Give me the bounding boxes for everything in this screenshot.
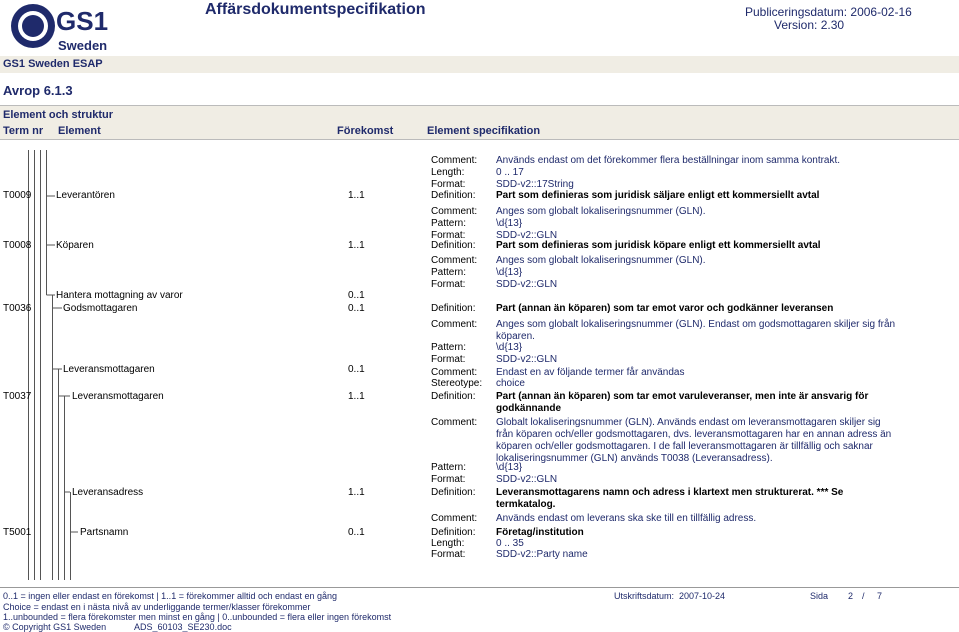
definition-value: Part (annan än köparen) som tar emot varuleveranser, men inte är ansvarig för godkännande xyxy=(496,391,869,414)
occurrence: 1..1 xyxy=(348,240,365,251)
comment-label: Comment: xyxy=(431,513,478,524)
term-number: T0037 xyxy=(3,391,32,402)
format-value: SDD-v2::GLN xyxy=(496,474,558,485)
definition-value: Part som definieras som juridisk säljare enligt ett kommersiellt avtal xyxy=(496,190,820,201)
page-separator: / xyxy=(862,591,865,601)
element-name: Leveransmottagaren xyxy=(72,391,164,402)
pub-date-label: Publiceringsdatum: xyxy=(745,5,848,19)
comment-value: Anges som globalt lokaliseringsnummer (GLN). xyxy=(496,206,706,217)
definition-label: Definition: xyxy=(431,303,476,314)
occurrence: 1..1 xyxy=(348,391,365,402)
col-element: Element xyxy=(58,125,101,137)
term-number: T0036 xyxy=(3,303,32,314)
term-number: T0009 xyxy=(3,190,32,201)
comment-value: Endast en av följande termer får användas xyxy=(496,367,685,378)
footer-legend-3: 1..unbounded = flera förekomster men minst en gång | 0..unbounded = flera eller ingen förekomst xyxy=(3,612,392,622)
comment-label: Comment: xyxy=(431,367,478,378)
comment-value: Globalt lokaliseringsnummer (GLN). Används endast om leveransmottagaren skiljer sig från köparen och/eller godsmottagaren, dvs. leveransmottagaren har en annan adress än köparen och/eller godsmottagaren. I de fall leveransmottagaren är tillfällig och saknar lokaliseringsnummer (GLN) används T0038 (Leveransadress). xyxy=(496,417,892,464)
element-name: Hantera mottagning av varor xyxy=(56,290,183,301)
definition-label: Definition: xyxy=(431,240,476,251)
svg-text:GS1: GS1 xyxy=(56,6,108,36)
pub-date-value: 2006-02-16 xyxy=(850,5,912,19)
comment-label: Comment: xyxy=(431,255,478,266)
column-header-bar xyxy=(0,105,959,140)
occurrence: 1..1 xyxy=(348,487,365,498)
svg-text:Sweden: Sweden xyxy=(58,38,108,53)
term-number: T0008 xyxy=(3,240,32,251)
length-label: Length: xyxy=(431,167,465,178)
element-name: Leveransmottagaren xyxy=(63,364,155,375)
element-name: Köparen xyxy=(56,240,94,251)
format-label: Format: xyxy=(431,279,466,290)
occurrence: 0..1 xyxy=(348,527,365,538)
stereotype-value: choice xyxy=(496,378,525,389)
footer-legend-1: 0..1 = ingen eller endast en förekomst | 1..1 = förekommer alltid och endast en gång xyxy=(3,591,338,601)
pattern-value: \d{13} xyxy=(496,218,523,229)
element-name: Leverantören xyxy=(56,190,115,201)
format-label: Format: xyxy=(431,549,466,560)
format-label: Format: xyxy=(431,179,466,190)
element-name: Partsnamn xyxy=(80,527,129,538)
pattern-label: Pattern: xyxy=(431,218,467,229)
format-value: SDD-v2::GLN xyxy=(496,279,558,290)
length-value: 0 .. 35 xyxy=(496,538,524,549)
definition-value: Leveransmottagarens namn och adress i klartext men strukturerat. *** Se termkatalog. xyxy=(496,487,844,510)
section-title: Avrop 6.1.3 xyxy=(3,83,73,98)
footer-copyright: © Copyright GS1 Sweden xyxy=(3,622,107,632)
comment-label: Comment: xyxy=(431,417,478,428)
format-label: Format: xyxy=(431,354,466,365)
definition-value: Part (annan än köparen) som tar emot varor och godkänner leveransen xyxy=(496,303,834,314)
print-date-label: Utskriftsdatum: xyxy=(614,591,675,601)
version-label: Version: xyxy=(774,18,818,32)
comment-value: Anges som globalt lokaliseringsnummer (GLN). Endast om godsmottagaren skiljer sig från köparen. xyxy=(496,319,896,342)
format-value: SDD-v2::GLN xyxy=(496,230,558,241)
format-value: SDD-v2::17String xyxy=(496,179,574,190)
format-label: Format: xyxy=(431,474,466,485)
pattern-value: \d{13} xyxy=(496,267,523,278)
esap-label: GS1 Sweden ESAP xyxy=(3,58,103,70)
definition-label: Definition: xyxy=(431,527,476,538)
version-info xyxy=(774,18,844,32)
version-value: 2.30 xyxy=(820,18,845,32)
page-label: Sida xyxy=(810,591,829,601)
stereotype-label: Stereotype: xyxy=(431,378,483,389)
element-name: Godsmottagaren xyxy=(63,303,138,314)
length-value: 0 .. 17 xyxy=(496,167,524,178)
comment-label: Comment: xyxy=(431,319,478,330)
occurrence: 0..1 xyxy=(348,364,365,375)
page-total: 7 xyxy=(877,591,883,601)
format-value: SDD-v2::GLN xyxy=(496,354,558,365)
pattern-value: \d{13} xyxy=(496,462,523,473)
footer-legend-2: Choice = endast en i nästa nivå av underliggande termer/klasser förekommer xyxy=(3,602,311,612)
pattern-label: Pattern: xyxy=(431,342,467,353)
document-title: Affärsdokumentspecifikation xyxy=(205,1,426,18)
publication-date xyxy=(745,5,912,19)
length-label: Length: xyxy=(431,538,465,549)
esap-bar xyxy=(0,56,959,73)
format-value: SDD-v2::Party name xyxy=(496,549,588,560)
occurrence: 0..1 xyxy=(348,290,365,301)
page-number: 2 xyxy=(848,591,854,601)
pattern-label: Pattern: xyxy=(431,462,467,473)
pattern-value: \d{13} xyxy=(496,342,523,353)
footer-divider xyxy=(0,587,959,588)
col-term-nr: Term nr xyxy=(3,125,44,137)
gs1-sweden-logo xyxy=(8,2,108,56)
definition-label: Definition: xyxy=(431,190,476,201)
comment-value: Anges som globalt lokaliseringsnummer (GLN). xyxy=(496,255,706,266)
term-number: T5001 xyxy=(3,527,32,538)
comment-label: Comment: xyxy=(431,155,478,166)
footer-docfile: ADS_60103_SE230.doc xyxy=(134,622,232,632)
pattern-label: Pattern: xyxy=(431,267,467,278)
comment-value: Används endast om leverans ska ske till en tillfällig adress. xyxy=(496,513,757,524)
comment-label: Comment: xyxy=(431,206,478,217)
definition-value: Företag/institution xyxy=(496,527,584,538)
group-header: Element och struktur xyxy=(3,109,114,121)
format-label: Format: xyxy=(431,230,466,241)
definition-label: Definition: xyxy=(431,487,476,498)
print-date-value: 2007-10-24 xyxy=(679,591,726,601)
occurrence: 0..1 xyxy=(348,303,365,314)
occurrence: 1..1 xyxy=(348,190,365,201)
comment-value: Används endast om det förekommer flera beställningar inom samma kontrakt. xyxy=(496,155,841,166)
definition-label: Definition: xyxy=(431,391,476,402)
definition-value: Part som definieras som juridisk köpare enligt ett kommersiellt avtal xyxy=(496,240,821,251)
element-name: Leveransadress xyxy=(72,487,144,498)
col-spec: Element specifikation xyxy=(427,125,541,137)
col-occurrence: Förekomst xyxy=(337,125,394,137)
